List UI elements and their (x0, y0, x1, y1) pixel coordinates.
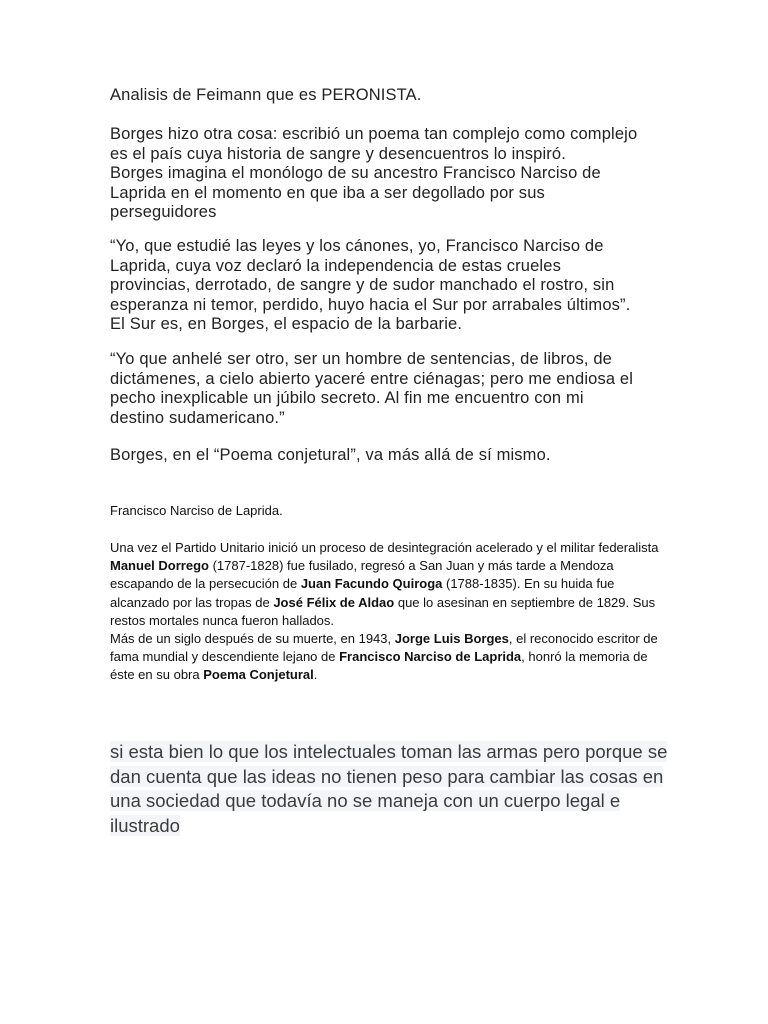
bio-text-run: Una vez el Partido Unitario inició un proceso de desintegración acelerado y el militar federalista (110, 540, 659, 555)
bio-paragraph (110, 630, 660, 685)
bio-text (110, 539, 660, 685)
bio-text-run: que lo asesinan en septiembre de 1829. Sus restos mortales nunca fueron hallados. (110, 594, 656, 628)
bio-name-laprida: Francisco Narciso de Laprida (339, 649, 522, 665)
comment-line: ilustrado (110, 814, 180, 836)
quote-laprida-second (110, 350, 633, 428)
text-line: dictámenes, a cielo abierto yaceré entre ciénagas; pero me endiosa el (110, 369, 634, 388)
bio-text-run: , el reconocido escritor de fama mundial y descendiente lejano de (110, 631, 658, 665)
bio-name-borges: Jorge Luis Borges (394, 631, 509, 647)
bio-paragraph (110, 539, 660, 630)
comment-line: una sociedad que todavía no se maneja con un cuerpo legal e (110, 790, 621, 811)
text-line: Laprida en el momento en que iba a ser degollado por sus (110, 183, 545, 202)
bio-text-run: (1788-1835). En su huida fue alcanzado por las tropas de (110, 576, 615, 610)
comment-block (110, 740, 670, 838)
text-line: “Yo que anhelé ser otro, ser un hombre de sentencias, de libros, de (110, 350, 612, 368)
paragraph-borges-intro (110, 125, 637, 223)
comment-line: dan cuenta que las ideas no tienen peso para cambiar las cosas en (110, 765, 664, 787)
text-line: El Sur es, en Borges, el espacio de la barbarie. (110, 315, 463, 333)
bio-name-quiroga: Juan Facundo Quiroga (300, 576, 443, 592)
text-line: pecho inexplicable un júbilo secreto. Al fin me encuentro con mi (110, 389, 584, 407)
bio-text-run: Más de un siglo después de su muerte, en 1943, (110, 631, 395, 647)
text-line: Borges imagina el monólogo de su ancestro Francisco Narciso de (110, 164, 601, 182)
text-line: Laprida, cuya voz declaró la independencia de estas crueles (110, 256, 561, 275)
bio-work-title: Poema Conjetural (203, 667, 314, 683)
text-line: “Yo, que estudié las leyes y los cánones, yo, Francisco Narciso de (110, 237, 604, 255)
comment-line: si esta bien lo que los intelectuales toman las armas pero porque se (110, 741, 668, 762)
text-line: esperanza ni temor, perdido, huyo hacia el Sur por arrabales últimos”. (110, 295, 631, 314)
text-line: es el país cuya historia de sangre y desencuentros lo inspiró. (110, 144, 566, 163)
quote-laprida-first (110, 237, 630, 335)
conclusion-line: Borges, en el “Poema conjetural”, va más allá de sí mismo. (110, 446, 551, 464)
document-title: Analisis de Feimann que es PERONISTA. (110, 86, 422, 104)
bio-text-run: . (313, 667, 318, 683)
bio-name-aldao: José Félix de Aldao (273, 594, 395, 610)
bio-title: Francisco Narciso de Laprida. (110, 503, 283, 518)
bio-name-dorrego: Manuel Dorrego (110, 558, 209, 574)
bio-text-run: (1787-1828) fue fusilado, regresó a San Juan y más tarde a Mendoza escapando de la persecución de (110, 558, 614, 592)
text-line: Borges hizo otra cosa: escribió un poema tan complejo como complejo (110, 125, 638, 143)
bio-text-run: , honró la memoria de éste en su obra (110, 649, 648, 683)
text-line: perseguidores (110, 203, 217, 221)
text-line: destino sudamericano.” (110, 408, 285, 427)
text-line: provincias, derrotado, de sangre y de sudor manchado el rostro, sin (110, 276, 615, 294)
